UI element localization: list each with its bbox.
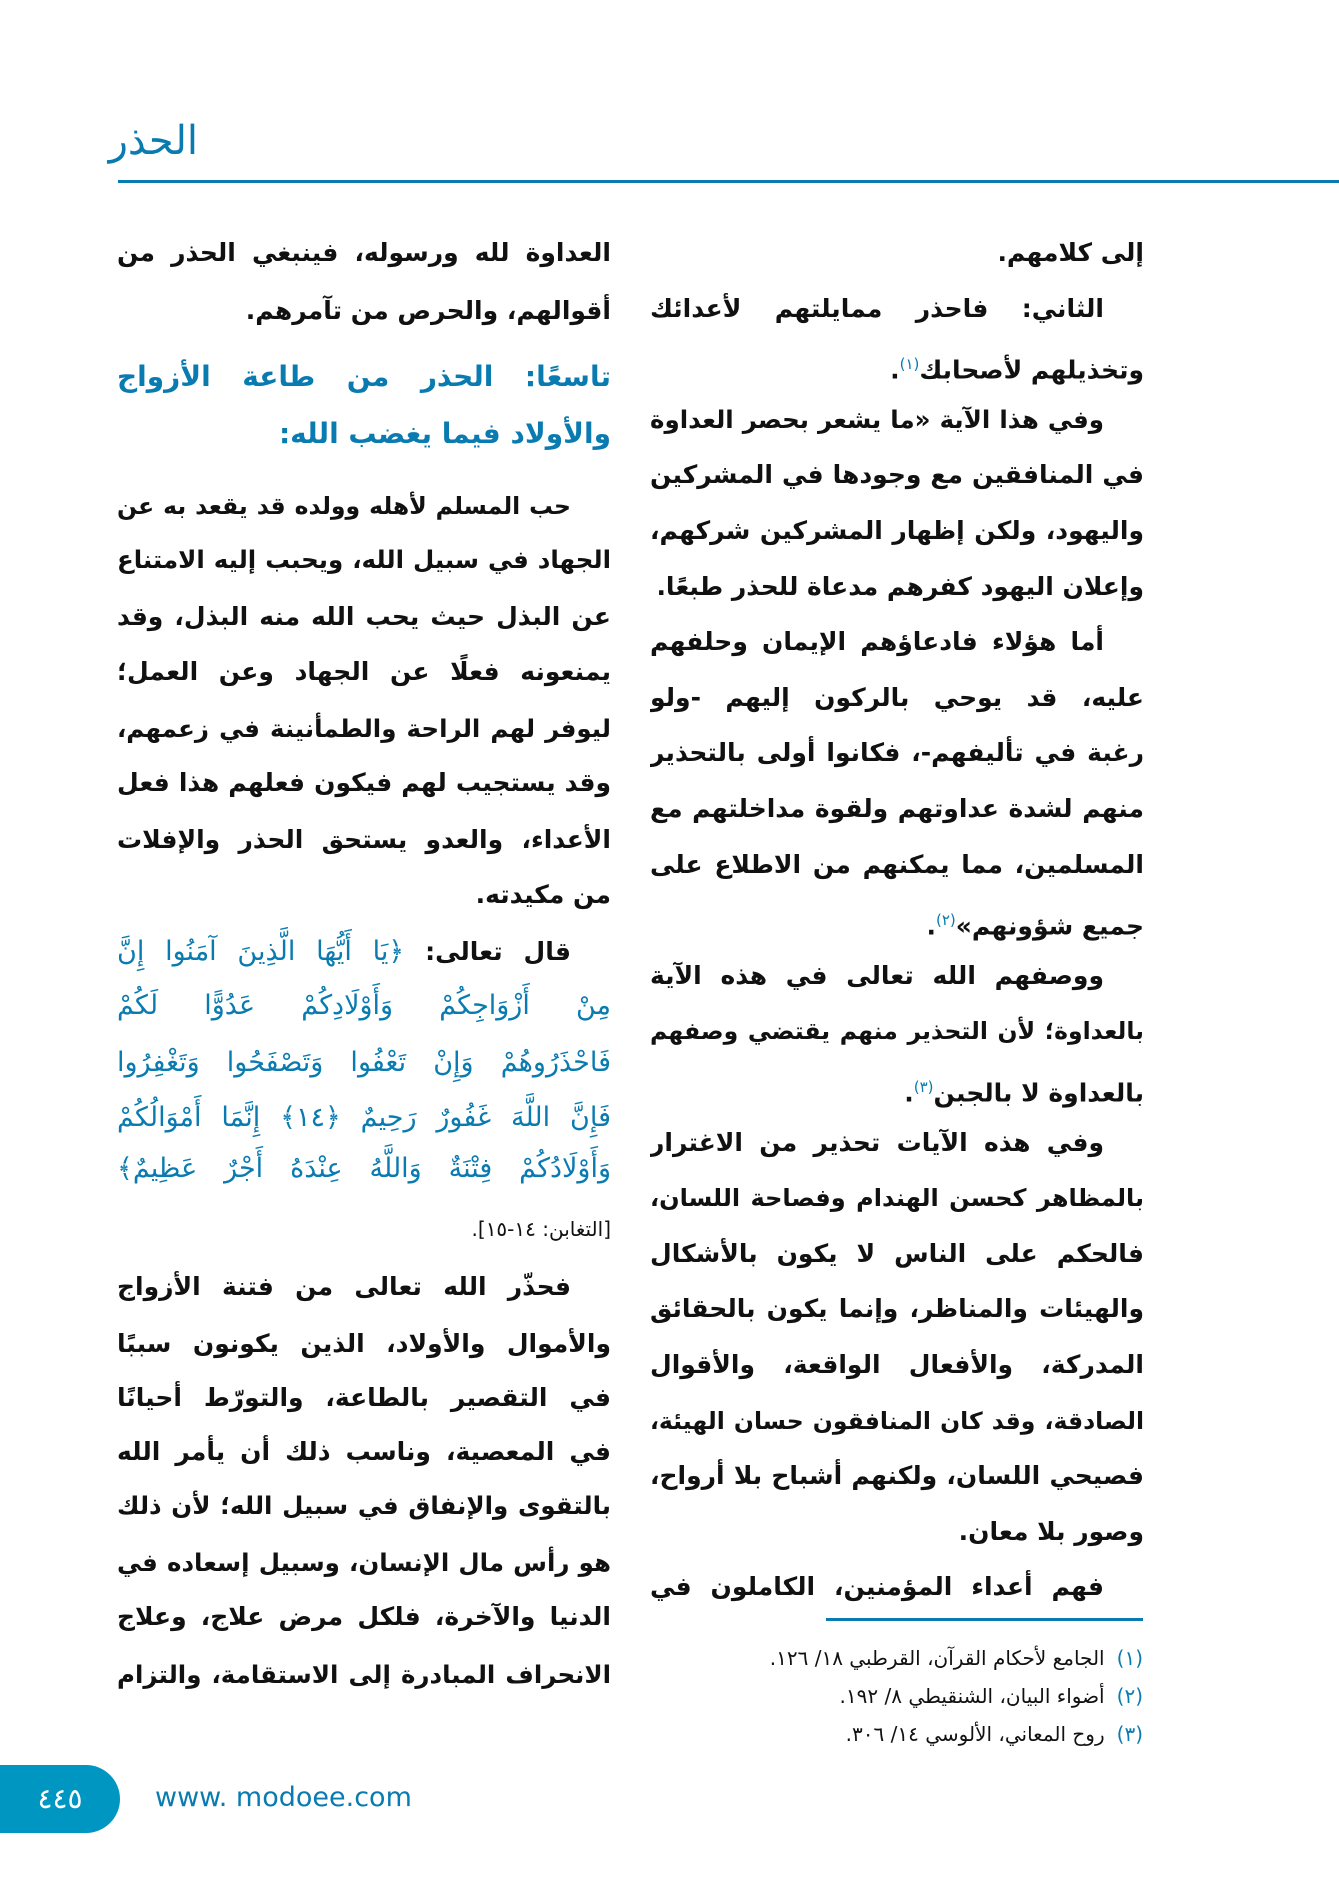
footnote-marker: (٣) — [913, 1078, 934, 1096]
line-text: فحذّر الله تعالى من فتنة الأزواج — [117, 1272, 571, 1301]
line-text: واليهود، ولكن إظهار المشركين شركهم، — [650, 516, 1144, 545]
line-text: يمنعونه فعلًا عن الجهاد وعن العمل؛ — [117, 657, 611, 686]
text-line — [650, 728, 1144, 778]
quran-verse-line — [117, 1038, 611, 1088]
footnote-separator — [826, 1618, 1143, 1621]
section-heading-line — [117, 409, 611, 459]
line-text: فهم أعداء المؤمنين، الكاملون في — [650, 1572, 1104, 1602]
footnote-number: (٢) — [1116, 1684, 1143, 1708]
text-line — [117, 535, 611, 585]
line-text: وصور بلا معان. — [958, 1516, 1144, 1546]
line-punct: . — [926, 911, 936, 941]
line-text: في المعصية، وناسب ذلك أن يأمر الله — [117, 1437, 611, 1466]
line-text: فَاحْذَرُوهُمْ وَإِنْ تَعْفُوا وَتَصْفَحُوا وَتَغْفِرُوا — [117, 1047, 611, 1078]
line-text: أما هؤلاء فادعاؤهم الإيمان وحلفهم — [650, 627, 1104, 657]
text-line — [117, 1650, 611, 1700]
footnote-text: أضواء البيان، الشنقيطي ٨/ ١٩٢. — [839, 1684, 1105, 1708]
line-text: المسلمين، مما يمكنهم من الاطلاع على — [650, 849, 1144, 879]
line-text: بالمظاهر كحسن الهندام وفصاحة اللسان، — [650, 1184, 1144, 1213]
footnote-text: روح المعاني، الألوسي ١٤/ ٣٠٦. — [845, 1722, 1105, 1746]
quran-verse-line — [117, 1093, 611, 1143]
line-text: وَأَوْلَادُكُمْ فِتْنَةٌ وَاللَّهُ عِنْدَهُ أَجْرٌ عَظِيمٌ﴾ — [117, 1153, 611, 1184]
line-text: فالحكم على الناس لا يكون بالأشكال — [650, 1238, 1144, 1268]
footnote — [650, 1642, 1143, 1674]
footnote — [650, 1718, 1143, 1750]
line-text: مِنْ أَزْوَاجِكُمْ وَأَوْلَادِكُمْ عَدُوًّا لَكُمْ — [117, 990, 611, 1021]
text-line — [117, 228, 611, 278]
text-line — [650, 1229, 1144, 1279]
line-punct: . — [890, 355, 900, 385]
text-line — [650, 895, 1144, 945]
footnote-number: (٣) — [1116, 1722, 1143, 1746]
header-rule — [118, 180, 1339, 183]
line-text: وفي هذا الآية «ما يشعر بحصر العداوة — [650, 404, 1104, 434]
text-line — [117, 1538, 611, 1588]
text-line — [650, 450, 1144, 500]
verse-citation — [117, 1204, 611, 1254]
text-line — [117, 1319, 611, 1369]
text-line — [117, 1592, 611, 1642]
text-line — [650, 1284, 1144, 1334]
line-text: عن البذل حيث يحب الله منه البذل، وقد — [117, 602, 611, 631]
line-text: الأعداء، والعدو يستحق الحذر والإفلات — [117, 825, 611, 854]
line-text: الدنيا والآخرة، فلكل مرض علاج، وعلاج — [117, 1602, 611, 1631]
text-line — [117, 647, 611, 697]
text-line — [117, 1481, 611, 1531]
text-line — [117, 1427, 611, 1477]
text-line — [117, 592, 611, 642]
footnote-text: الجامع لأحكام القرآن، القرطبي ١٨/ ١٢٦. — [769, 1646, 1105, 1670]
line-text: والهيئات والمناظر، وإنما يكون بالحقائق — [650, 1294, 1144, 1324]
line-text: في المنافقين مع وجودها في المشركين — [650, 460, 1144, 490]
footnote-number: (١) — [1116, 1646, 1143, 1670]
text-line — [650, 1340, 1144, 1390]
text-line — [650, 1173, 1144, 1223]
page-number-badge: ٤٤٥ — [0, 1765, 120, 1833]
line-punct: . — [904, 1078, 914, 1108]
line-text: بالتقوى والإنفاق في سبيل الله؛ لأن ذلك — [117, 1491, 611, 1520]
line-text: ﴿يَا أَيُّهَا الَّذِينَ آمَنُوا إِنَّ — [117, 936, 405, 967]
line-text: فصيحي اللسان، ولكنهم أشباح بلا أرواح، — [650, 1461, 1144, 1491]
text-line — [117, 870, 611, 920]
line-text: وإعلان اليهود كفرهم مدعاة للحذر طبعًا. — [656, 571, 1144, 601]
text-line — [650, 506, 1144, 556]
text-line — [650, 1396, 1144, 1446]
line-text: بالعداوة؛ لأن التحذير منهم يقتضي وصفهم — [650, 1017, 1144, 1046]
text-line — [650, 784, 1144, 834]
line-text: وقد يستجيب لهم فيكون فعلهم هذا فعل — [117, 768, 611, 797]
line-text: والأولاد فيما يغضب الله: — [278, 417, 611, 450]
text-line — [117, 1262, 611, 1312]
line-text: [التغابن: ١٤-١٥]. — [471, 1217, 611, 1241]
line-text: أقوالهم، والحرص من تآمرهم. — [245, 296, 611, 325]
text-line — [650, 284, 1144, 334]
text-line — [650, 1451, 1144, 1501]
line-text: رغبة في تأليفهم-، فكانوا أولى بالتحذير — [650, 738, 1144, 768]
quran-verse-line — [117, 1144, 611, 1194]
line-text: وفي هذه الآيات تحذير من الاغترار — [650, 1127, 1104, 1157]
line-text: العداوة لله ورسوله، فينبغي الحذر من — [117, 238, 611, 267]
line-text: حب المسلم لأهله وولده قد يقعد به عن — [117, 492, 571, 520]
line-text: الجهاد في سبيل الله، ويحبب إليه الامتناع — [117, 545, 611, 574]
quran-verse-line — [117, 981, 611, 1031]
text-line — [117, 815, 611, 865]
text-line — [650, 1062, 1144, 1112]
text-line — [117, 1373, 611, 1423]
line-text: منهم لشدة عداوتهم ولقوة مداخلتهم مع — [650, 794, 1144, 823]
footnote — [650, 1680, 1143, 1712]
text-line — [117, 704, 611, 754]
text-line — [650, 673, 1144, 723]
footnote-marker: (١) — [899, 355, 920, 374]
text-line — [650, 1006, 1144, 1056]
line-text: عليه، قد يوحي بالركون إليهم -ولو — [650, 682, 1144, 712]
text-line — [117, 481, 611, 531]
text-line — [650, 339, 1144, 389]
text-line — [650, 617, 1144, 667]
line-text: جميع شؤونهم» — [955, 911, 1144, 941]
text-line — [650, 395, 1144, 445]
line-text: ليوفر لهم الراحة والطمأنينة في زعمهم، — [117, 714, 611, 743]
line-text: ووصفهم الله تعالى في هذه الآية — [650, 960, 1104, 990]
website-url[interactable]: www. modoee.com — [155, 1782, 412, 1813]
quran-verse-line — [117, 927, 611, 977]
text-line — [650, 951, 1144, 1001]
text-line — [650, 1562, 1144, 1612]
line-text: والأموال والأولاد، الذين يكونون سببًا — [117, 1329, 611, 1358]
text-line — [650, 840, 1144, 890]
line-text: بالعداوة لا بالجبن — [933, 1078, 1144, 1108]
line-text: في التقصير بالطاعة، والتورّط أحيانًا — [117, 1383, 611, 1412]
line-text: من مكيدته. — [475, 880, 611, 909]
text-line — [650, 1507, 1144, 1557]
section-heading-line — [117, 352, 611, 402]
line-text: هو رأس مال الإنسان، وسبيل إسعاده في — [117, 1548, 611, 1577]
line-text: الصادقة، وقد كان المنافقون حسان الهيئة، — [650, 1406, 1144, 1435]
line-text: وتخذيلهم لأصحابك — [919, 355, 1144, 385]
text-line — [650, 1118, 1144, 1168]
line-text: الانحراف المبادرة إلى الاستقامة، والتزام — [117, 1660, 611, 1689]
line-text: فَإِنَّ اللَّهَ غَفُورٌ رَحِيمٌ ﴿١٤﴾ إِنَّمَا أَمْوَالُكُمْ — [117, 1102, 611, 1133]
line-text: المدركة، والأفعال الواقعة، والأقوال — [650, 1350, 1144, 1379]
line-text: الثاني: فاحذر ممايلتهم لأعدائك — [650, 293, 1104, 323]
text-line — [650, 562, 1144, 612]
verse-intro: قال تعالى: — [404, 937, 571, 966]
text-line — [650, 228, 1144, 278]
text-line — [117, 286, 611, 336]
line-text: إلى كلامهم. — [997, 238, 1144, 267]
text-line — [117, 758, 611, 808]
running-title: الحذر — [108, 118, 198, 164]
line-text: تاسعًا: الحذر من طاعة الأزواج — [117, 360, 611, 393]
footnote-marker: (٢) — [936, 911, 956, 930]
